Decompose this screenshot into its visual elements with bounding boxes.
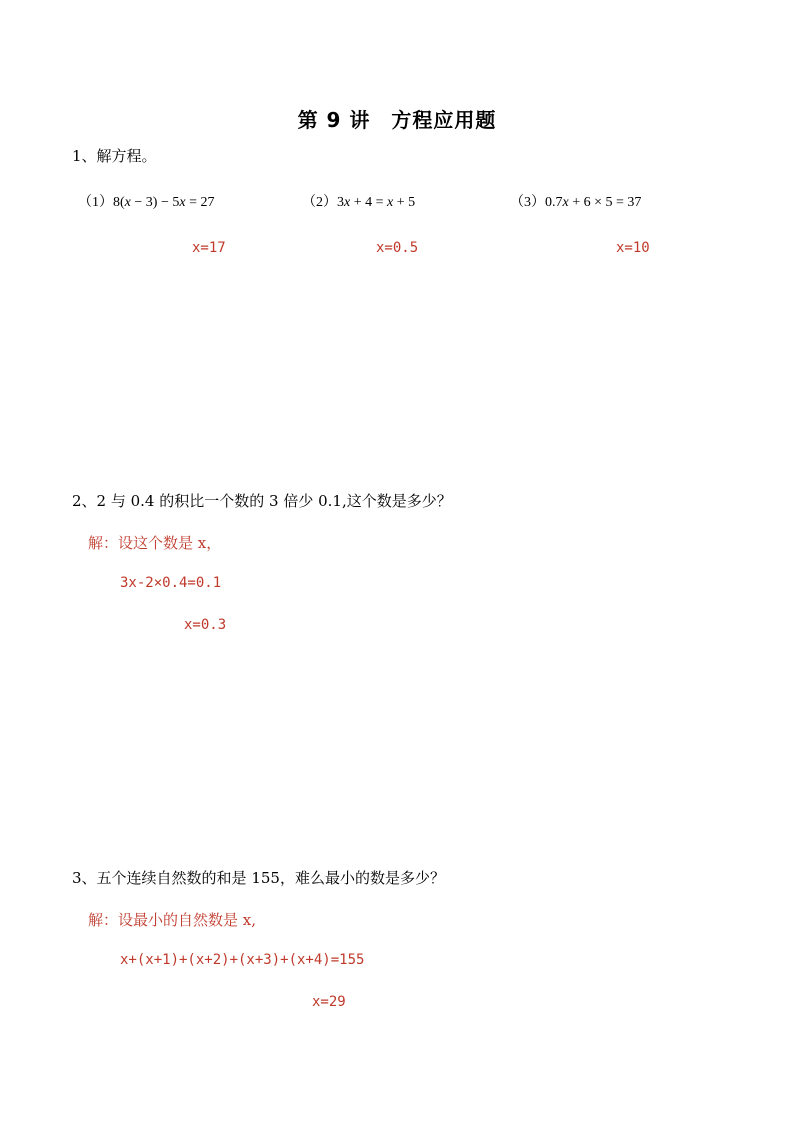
equation: 8(x − 3) − 5x = 27 — [113, 195, 215, 210]
answer-1-3: x=10 — [616, 240, 650, 256]
question-2-equation: 3x-2×0.4=0.1 — [120, 575, 222, 591]
question-3-equation: x+(x+1)+(x+2)+(x+3)+(x+4)=155 — [120, 952, 365, 968]
question-1-item-3 — [510, 191, 641, 211]
question-3-prompt: 3、五个连续自然数的和是 155，难么最小的数是多少？ — [72, 869, 445, 887]
question-3-answer: x=29 — [312, 994, 346, 1010]
question-2-solution-intro: 解：设这个数是 x， — [88, 534, 222, 552]
item-number: （3） — [510, 195, 545, 210]
page-title: 第 9 讲 方程应用题 — [297, 108, 497, 132]
equation: 0.7x + 6 × 5 = 37 — [545, 195, 642, 210]
question-1-item-1 — [78, 191, 214, 211]
question-3-solution-intro: 解：设最小的自然数是 x, — [88, 911, 256, 929]
item-number: （2） — [302, 195, 337, 210]
equation: 3x + 4 = x + 5 — [337, 195, 416, 210]
question-1-item-2 — [302, 191, 415, 211]
question-2-prompt: 2、2 与 0.4 的积比一个数的 3 倍少 0.1,这个数是多少？ — [72, 492, 452, 510]
answer-1-1: x=17 — [192, 240, 226, 256]
question-2-answer: x=0.3 — [184, 617, 227, 633]
answer-1-2: x=0.5 — [376, 240, 419, 256]
item-number: （1） — [78, 195, 113, 210]
question-1-prompt: 1、解方程。 — [72, 147, 157, 165]
